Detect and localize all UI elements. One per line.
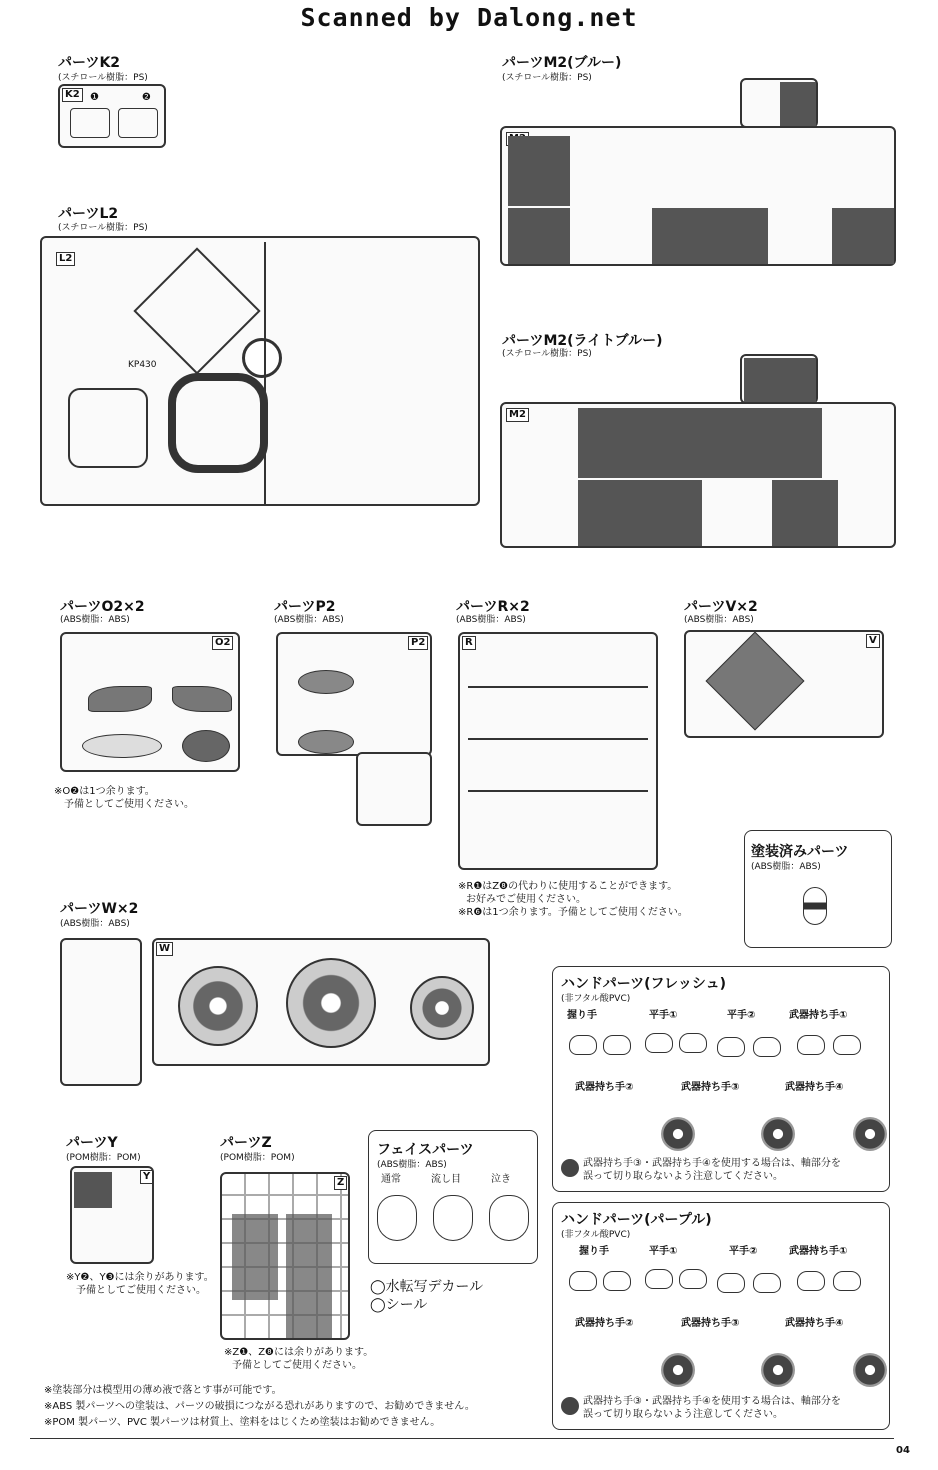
dark-part (832, 208, 894, 264)
runner-m2-light-top (740, 354, 818, 404)
hands-purple-warn1: 武器持ち手③・武器持ち手④を使用する場合は、軸部分を (583, 1396, 841, 1407)
footnote: ※POM 製パーツ、PVC 製パーツは材質上、塗料をはじくため塗装はお勧めできません。 (44, 1417, 441, 1428)
hand-label: 武器持ち手② (575, 1318, 634, 1329)
runner-w-side (60, 938, 142, 1086)
connector-part (853, 1353, 887, 1387)
y-material: (POM樹脂：POM) (66, 1153, 141, 1163)
o2-title: パーツO2×2 (60, 599, 145, 615)
page-number: 04 (896, 1445, 910, 1456)
part-shape (172, 686, 232, 712)
hand-part (645, 1269, 673, 1289)
runner-code: KP430 (128, 360, 157, 370)
face-label: 通常 (381, 1174, 401, 1185)
connector-part (661, 1353, 695, 1387)
v-material: (ABS樹脂：ABS) (684, 615, 754, 625)
hand-part (645, 1033, 673, 1053)
r-title: パーツR×2 (456, 599, 530, 615)
r-tag: R (462, 636, 476, 650)
runner-p2 (276, 632, 432, 756)
p2-material: (ABS樹脂：ABS) (274, 615, 344, 625)
hand-part (753, 1037, 781, 1057)
runner-bar (468, 686, 648, 688)
dark-part (652, 208, 768, 264)
dark-part (74, 1172, 112, 1208)
hand-label: 武器持ち手④ (785, 1082, 844, 1093)
part-shape (178, 966, 258, 1046)
m2-light-title: パーツM2(ライトブルー) (502, 333, 663, 349)
w-material: (ABS樹脂：ABS) (60, 919, 130, 929)
y-note1: ※Y❷、Y❸には余りがあります。 (66, 1272, 214, 1283)
painted-material: (ABS樹脂：ABS) (751, 862, 821, 872)
v-tag: V (866, 634, 880, 648)
sticker-label: ◯シール (370, 1297, 428, 1313)
l2-title: パーツL2 (58, 206, 119, 222)
dark-part (508, 208, 570, 264)
runner-w (152, 938, 490, 1066)
part-number: ❶ (90, 92, 99, 103)
hand-part (797, 1035, 825, 1055)
runner-m2-blue-top (740, 78, 818, 128)
runner-o2 (60, 632, 240, 772)
o2-note2: 予備としてご使用ください。 (64, 799, 194, 810)
r-material: (ABS樹脂：ABS) (456, 615, 526, 625)
part-shape (68, 388, 148, 468)
runner-bar (468, 790, 648, 792)
hands-flesh-title: ハンドパーツ(フレッシュ) (561, 976, 726, 992)
hands-purple-title: ハンドパーツ(パープル) (561, 1212, 712, 1228)
runner-y (70, 1166, 154, 1264)
dark-part (286, 1214, 332, 1300)
face-part (433, 1195, 473, 1241)
hand-label: 武器持ち手④ (785, 1318, 844, 1329)
footnote: ※塗装部分は模型用の薄め液で落とす事が可能です。 (44, 1385, 282, 1396)
z-tag: Z (334, 1176, 347, 1190)
part-shape (286, 958, 376, 1048)
face-box (368, 1130, 538, 1264)
part-number: ❷ (142, 92, 151, 103)
k2-title: パーツK2 (58, 55, 121, 71)
o2-tag: O2 (212, 636, 233, 650)
warning-icon (561, 1397, 579, 1415)
hand-part (717, 1037, 745, 1057)
runner-m2-light (500, 402, 896, 548)
o2-note1: ※O❷は1つ余ります。 (54, 786, 155, 797)
runner-bar (468, 738, 648, 740)
face-part (489, 1195, 529, 1241)
p2-title: パーツP2 (274, 599, 336, 615)
hand-part (603, 1035, 631, 1055)
footnote: ※ABS 製パーツへの塗装は、パーツの破損につながる恐れがありますので、お勧めできません。 (44, 1401, 475, 1412)
dark-part (772, 480, 838, 546)
hands-flesh-material: (非フタル酸PVC) (561, 994, 631, 1004)
hands-purple-material: (非フタル酸PVC) (561, 1230, 631, 1240)
face-material: (ABS樹脂：ABS) (377, 1160, 447, 1170)
l2-material: (スチロール樹脂：PS) (58, 223, 148, 233)
hand-label: 武器持ち手③ (681, 1318, 740, 1329)
runner-z (220, 1172, 350, 1340)
decal-label: ◯水転写デカール (370, 1279, 484, 1295)
face-title: フェイスパーツ (377, 1142, 474, 1158)
runner-p2-lower (356, 752, 432, 826)
hand-part (679, 1033, 707, 1053)
part-shape (298, 730, 354, 754)
painted-part (803, 887, 827, 925)
part-shape (410, 976, 474, 1040)
hand-label: 平手② (729, 1246, 758, 1257)
y-note2: 予備としてご使用ください。 (76, 1285, 206, 1296)
hand-label: 平手① (649, 1010, 678, 1021)
hand-part (569, 1271, 597, 1291)
dark-part (508, 136, 570, 206)
part-shape (168, 373, 268, 473)
part-shape (82, 734, 162, 758)
dark-part (578, 408, 822, 478)
part-shape (706, 632, 805, 731)
face-part (377, 1195, 417, 1241)
hands-purple-box (552, 1202, 890, 1430)
runner-k2 (58, 84, 166, 148)
connector-part (761, 1117, 795, 1151)
w-title: パーツW×2 (60, 901, 139, 917)
r-note2: お好みでご使用ください。 (466, 894, 586, 905)
hand-label: 平手② (727, 1010, 756, 1021)
l2-tag: L2 (56, 252, 75, 266)
hand-part (603, 1271, 631, 1291)
hand-part (833, 1035, 861, 1055)
hand-label: 平手① (649, 1246, 678, 1257)
hand-label: 握り手 (567, 1010, 597, 1021)
hands-flesh-warn2: 誤って切り取らないよう注意してください。 (583, 1171, 783, 1182)
y-title: パーツY (66, 1135, 118, 1151)
dark-part (578, 480, 702, 546)
part-shape (70, 108, 110, 138)
dark-part (744, 358, 816, 402)
dark-part (232, 1214, 278, 1300)
connector-part (761, 1353, 795, 1387)
hands-flesh-warn1: 武器持ち手③・武器持ち手④を使用する場合は、軸部分を (583, 1158, 841, 1169)
z-note1: ※Z❶、Z❽には余りがあります。 (224, 1347, 374, 1358)
hand-part (833, 1271, 861, 1291)
runner-l2 (40, 236, 480, 506)
painted-title: 塗装済みパーツ (751, 844, 849, 860)
hands-flesh-box (552, 966, 890, 1192)
scan-header: Scanned by Dalong.net (300, 3, 638, 32)
hand-part (717, 1273, 745, 1293)
r-note3: ※R❻は1つ余ります。予備としてご使用ください。 (458, 907, 688, 918)
m2-blue-material: (スチロール樹脂：PS) (502, 73, 592, 83)
k2-material: (スチロール樹脂：PS) (58, 73, 148, 83)
hand-label: 武器持ち手② (575, 1082, 634, 1093)
runner-section (264, 242, 478, 504)
z-title: パーツZ (220, 1135, 272, 1151)
runner-m2-blue (500, 126, 896, 266)
w-tag: W (156, 942, 173, 956)
z-note2: 予備としてご使用ください。 (232, 1360, 362, 1371)
k2-tag: K2 (62, 88, 83, 102)
m2-light-material: (スチロール樹脂：PS) (502, 349, 592, 359)
hands-purple-warn2: 誤って切り取らないよう注意してください。 (583, 1409, 783, 1420)
part-shape (182, 730, 230, 762)
v-title: パーツV×2 (684, 599, 758, 615)
runner-r (458, 632, 658, 870)
part-shape (88, 686, 152, 712)
part-shape (298, 670, 354, 694)
hand-label: 武器持ち手① (789, 1246, 848, 1257)
o2-material: (ABS樹脂：ABS) (60, 615, 130, 625)
connector-part (661, 1117, 695, 1151)
connector-part (853, 1117, 887, 1151)
hand-label: 武器持ち手③ (681, 1082, 740, 1093)
hand-part (679, 1269, 707, 1289)
runner-v (684, 630, 884, 738)
dark-part (780, 82, 816, 126)
dark-part (286, 1300, 332, 1338)
warning-icon (561, 1159, 579, 1177)
r-note1: ※R❶はZ❽の代わりに使用することができます。 (458, 881, 678, 892)
p2-tag: P2 (408, 636, 428, 650)
hand-part (569, 1035, 597, 1055)
m2-blue-title: パーツM2(ブルー) (502, 55, 622, 71)
painted-box (744, 830, 892, 948)
m2-light-tag: M2 (506, 408, 529, 422)
hand-label: 握り手 (579, 1246, 609, 1257)
face-label: 流し目 (431, 1174, 461, 1185)
face-label: 泣き (491, 1174, 511, 1185)
hand-part (797, 1271, 825, 1291)
z-material: (POM樹脂：POM) (220, 1153, 295, 1163)
page-rule (30, 1438, 894, 1439)
hand-label: 武器持ち手① (789, 1010, 848, 1021)
hand-part (753, 1273, 781, 1293)
y-tag: Y (140, 1170, 153, 1184)
part-shape (118, 108, 158, 138)
